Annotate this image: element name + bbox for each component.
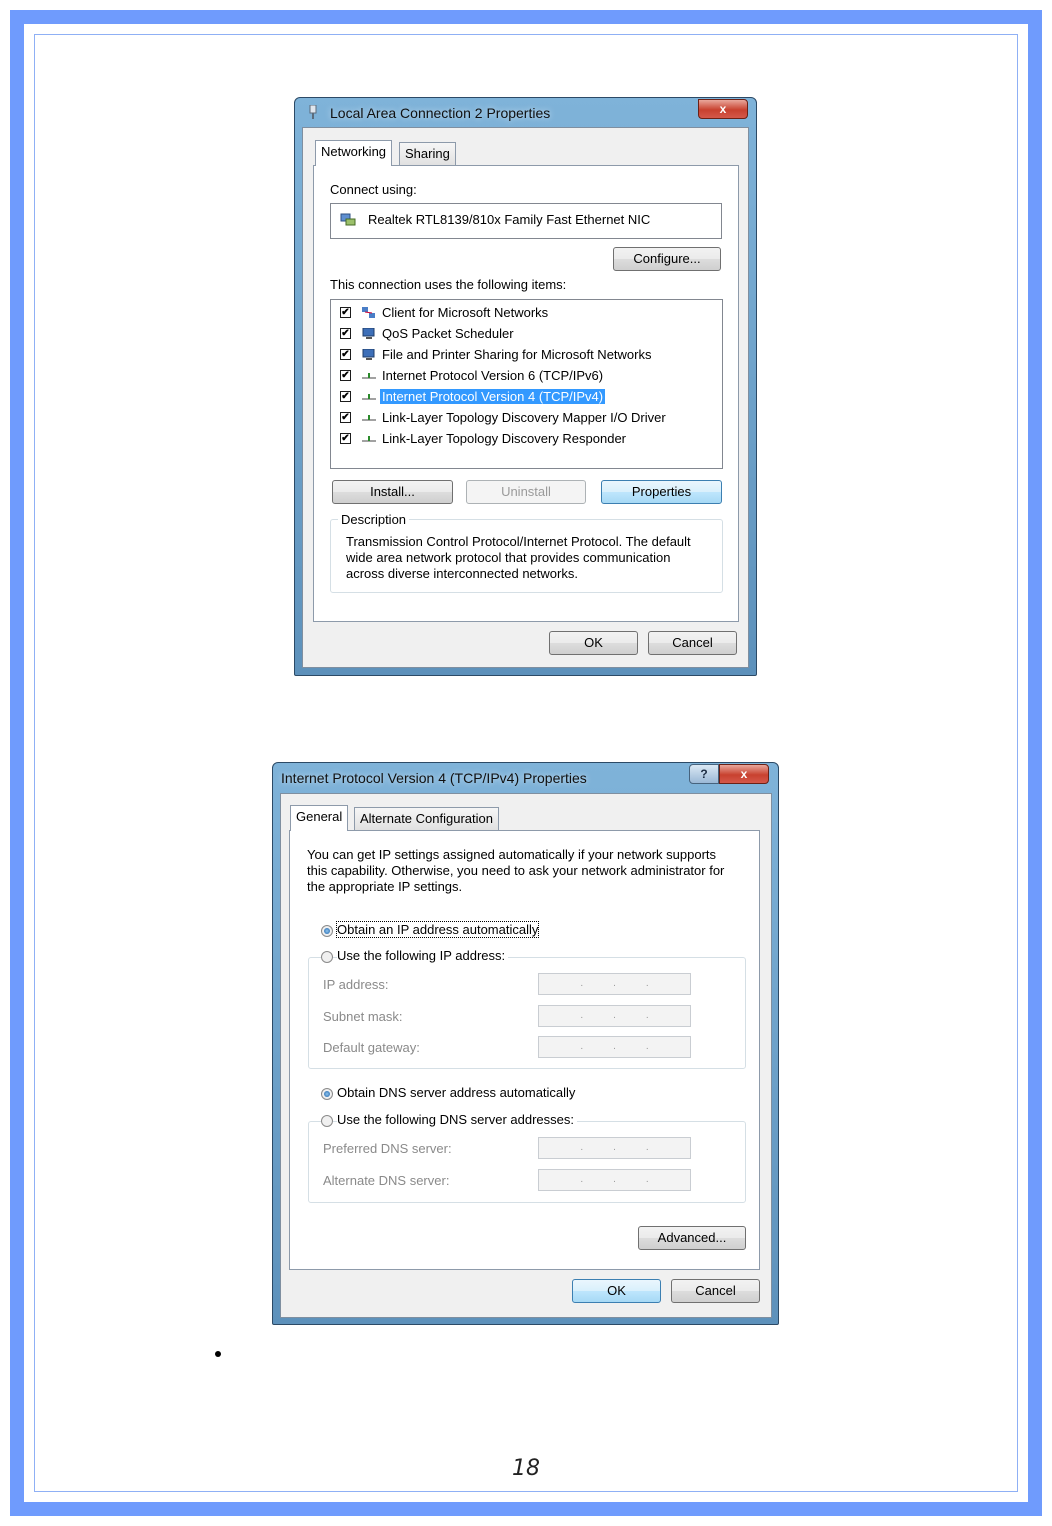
use-following-dns-radio[interactable] <box>321 1115 333 1127</box>
obtain-ip-auto-radio[interactable] <box>321 925 333 937</box>
obtain-dns-auto-radio[interactable] <box>321 1088 333 1100</box>
checkbox[interactable]: ✔ <box>341 433 350 444</box>
network-adapter-icon <box>340 211 356 227</box>
list-bullet <box>215 1351 221 1357</box>
adapter-box <box>330 203 722 239</box>
checkbox[interactable]: ✔ <box>341 307 350 318</box>
description-label: Description <box>338 512 409 527</box>
intro-text: You can get IP settings assigned automatically if your network supports this capability. Otherwise, you need to ask your network administrator for the appropriate IP settings. <box>307 847 725 894</box>
close-button[interactable]: x <box>698 99 748 119</box>
checkbox[interactable]: ✔ <box>341 412 350 423</box>
items-label: This connection uses the following items: <box>330 277 567 292</box>
uninstall-button[interactable]: Uninstall <box>466 480 586 504</box>
properties-button[interactable]: Properties <box>601 480 722 504</box>
ipv4-titlebar[interactable] <box>273 763 778 791</box>
list-item[interactable] <box>331 388 721 408</box>
items-list[interactable] <box>330 299 723 469</box>
item-label: Internet Protocol Version 6 (TCP/IPv6) <box>382 368 604 383</box>
protocol-icon <box>362 433 376 445</box>
lan-cancel-button[interactable]: Cancel <box>648 631 737 655</box>
protocol-icon <box>362 370 376 382</box>
list-item[interactable] <box>331 367 721 387</box>
list-item[interactable] <box>331 430 721 450</box>
checkbox[interactable]: ✔ <box>341 328 350 339</box>
tab-sharing[interactable]: Sharing <box>399 142 456 166</box>
help-button[interactable]: ? <box>689 764 719 784</box>
ipv4-window-title: Internet Protocol Version 4 (TCP/IPv4) Properties <box>281 770 587 786</box>
lan-properties-window <box>294 97 757 676</box>
preferred-dns-field[interactable]: ... <box>538 1137 691 1159</box>
computer-icon <box>362 328 376 340</box>
subnet-mask-label: Subnet mask: <box>323 1009 403 1024</box>
lan-ok-button[interactable]: OK <box>549 631 638 655</box>
use-following-dns-label[interactable]: Use the following DNS server addresses: <box>337 1112 577 1127</box>
ipv4-cancel-button[interactable]: Cancel <box>671 1279 760 1303</box>
page-number: 18 <box>512 1456 540 1481</box>
item-label: Client for Microsoft Networks <box>382 305 549 320</box>
general-panel <box>289 830 760 1270</box>
ip-address-field[interactable]: ... <box>538 973 691 995</box>
item-label: QoS Packet Scheduler <box>382 326 514 341</box>
list-item[interactable] <box>331 346 721 366</box>
ipv4-client-area <box>280 793 772 1318</box>
configure-button[interactable]: Configure... <box>613 247 721 271</box>
tab-general[interactable]: General <box>290 805 348 831</box>
ipv4-ok-button[interactable]: OK <box>572 1279 661 1303</box>
ip-address-label: IP address: <box>323 977 389 992</box>
item-label-selected: Internet Protocol Version 4 (TCP/IPv4) <box>382 389 604 404</box>
tab-alternate-configuration[interactable]: Alternate Configuration <box>354 807 499 831</box>
adapter-name: Realtek RTL8139/810x Family Fast Ethernet NIC <box>368 212 651 227</box>
default-gateway-field[interactable]: ... <box>538 1036 691 1058</box>
obtain-ip-auto-label[interactable]: Obtain an IP address automatically <box>337 922 539 937</box>
list-item[interactable] <box>331 409 721 429</box>
description-text: Transmission Control Protocol/Internet Protocol. The default wide area network protocol that provides communication across diverse interconnected networks. <box>346 534 691 581</box>
use-following-ip-radio[interactable] <box>321 951 333 963</box>
connect-using-label: Connect using: <box>330 182 417 197</box>
lan-client-area <box>302 127 749 668</box>
obtain-dns-auto-label[interactable]: Obtain DNS server address automatically <box>337 1085 576 1100</box>
list-item[interactable] <box>331 325 721 345</box>
lan-titlebar[interactable] <box>295 98 756 126</box>
checkbox[interactable]: ✔ <box>341 391 350 402</box>
protocol-icon <box>362 391 376 403</box>
checkbox[interactable]: ✔ <box>341 370 350 381</box>
networking-panel <box>313 165 739 622</box>
network-connection-icon <box>307 105 319 119</box>
tab-networking[interactable]: Networking <box>315 140 392 166</box>
protocol-icon <box>362 412 376 424</box>
advanced-button[interactable]: Advanced... <box>638 1226 746 1250</box>
alternate-dns-field[interactable]: ... <box>538 1169 691 1191</box>
install-button[interactable]: Install... <box>332 480 453 504</box>
item-label: Link-Layer Topology Discovery Mapper I/O Driver <box>382 410 666 425</box>
item-label: Link-Layer Topology Discovery Responder <box>382 431 626 446</box>
default-gateway-label: Default gateway: <box>323 1040 420 1055</box>
computer-icon <box>362 349 376 361</box>
ipv4-properties-window <box>272 762 779 1325</box>
alternate-dns-label: Alternate DNS server: <box>323 1173 450 1188</box>
item-label: File and Printer Sharing for Microsoft Networks <box>382 347 652 362</box>
network-client-icon <box>362 307 376 319</box>
subnet-mask-field[interactable]: ... <box>538 1005 691 1027</box>
lan-window-title: Local Area Connection 2 Properties <box>330 105 551 121</box>
preferred-dns-label: Preferred DNS server: <box>323 1141 452 1156</box>
use-following-ip-label[interactable]: Use the following IP address: <box>337 948 508 963</box>
close-button[interactable]: x <box>719 764 769 784</box>
list-item[interactable] <box>331 304 721 324</box>
checkbox[interactable]: ✔ <box>341 349 350 360</box>
